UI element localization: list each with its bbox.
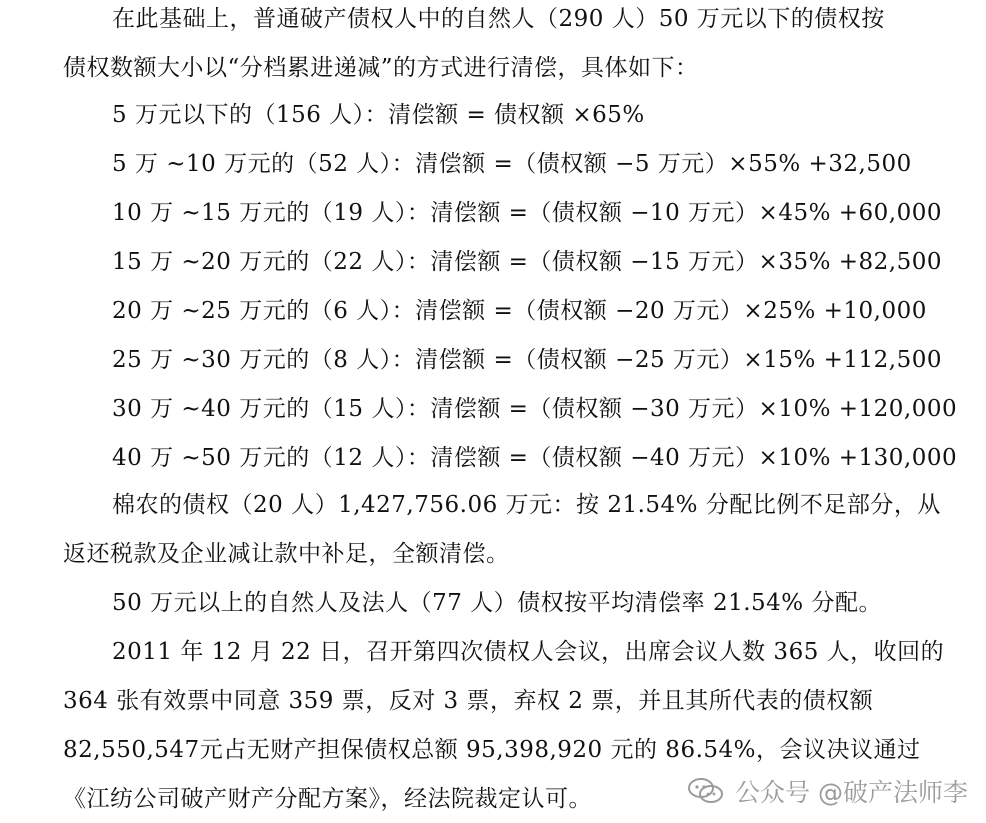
cotton-farmer-line-1: 棉农的债权（20 人）1,427,756.06 万元：按 21.54% 分配比例不足部分，从 <box>112 492 941 518</box>
meeting-line-1: 2011 年 12 月 22 日，召开第四次债权人会议，出席会议人数 365 人，收回的 <box>112 639 945 665</box>
tier-line-4: 15 万 ~20 万元的（22 人）：清偿额 =（债权额 −15 万元）×35% +82,500 <box>112 249 943 275</box>
large-creditor-line: 50 万元以上的自然人及法人（77 人）债权按平均清偿率 21.54% 分配。 <box>112 590 882 616</box>
tier-line-5: 20 万 ~25 万元的（6 人）：清偿额 =（债权额 −20 万元）×25% +10,000 <box>112 298 927 324</box>
wechat-icon <box>687 776 725 806</box>
tier-line-3: 10 万 ~15 万元的（19 人）：清偿额 =（债权额 −10 万元）×45% +60,000 <box>112 200 943 226</box>
meeting-line-4: 《江纺公司破产财产分配方案》，经法院裁定认可。 <box>63 786 592 812</box>
watermark <box>687 773 968 809</box>
paragraph-line-1: 在此基础上，普通破产债权人中的自然人（290 人）50 万元以下的债权按 <box>112 6 885 32</box>
tier-line-1: 5 万元以下的（156 人）：清偿额 = 债权额 ×65% <box>112 102 645 128</box>
tier-line-8: 40 万 ~50 万元的（12 人）：清偿额 =（债权额 −40 万元）×10% +130,000 <box>112 445 958 471</box>
tier-line-6: 25 万 ~30 万元的（8 人）：清偿额 =（债权额 −25 万元）×15% +112,500 <box>112 347 943 373</box>
meeting-line-2: 364 张有效票中同意 359 票，反对 3 票，弃权 2 票，并且其所代表的债权额 <box>63 688 874 714</box>
tier-line-2: 5 万 ~10 万元的（52 人）：清偿额 =（债权额 −5 万元）×55% +32,500 <box>112 151 912 177</box>
tier-line-7: 30 万 ~40 万元的（15 人）：清偿额 =（债权额 −30 万元）×10% +120,000 <box>112 396 958 422</box>
paragraph-line-2: 债权数额大小以“分档累进递减”的方式进行清偿，具体如下： <box>63 55 699 81</box>
watermark-text: 公众号 @破产法师李 <box>735 778 968 807</box>
cotton-farmer-line-2: 返还税款及企业减让款中补足，全额清偿。 <box>63 541 510 567</box>
meeting-line-3: 82,550,547元占无财产担保债权总额 95,398,920 元的 86.54%，会议决议通过 <box>63 737 921 763</box>
